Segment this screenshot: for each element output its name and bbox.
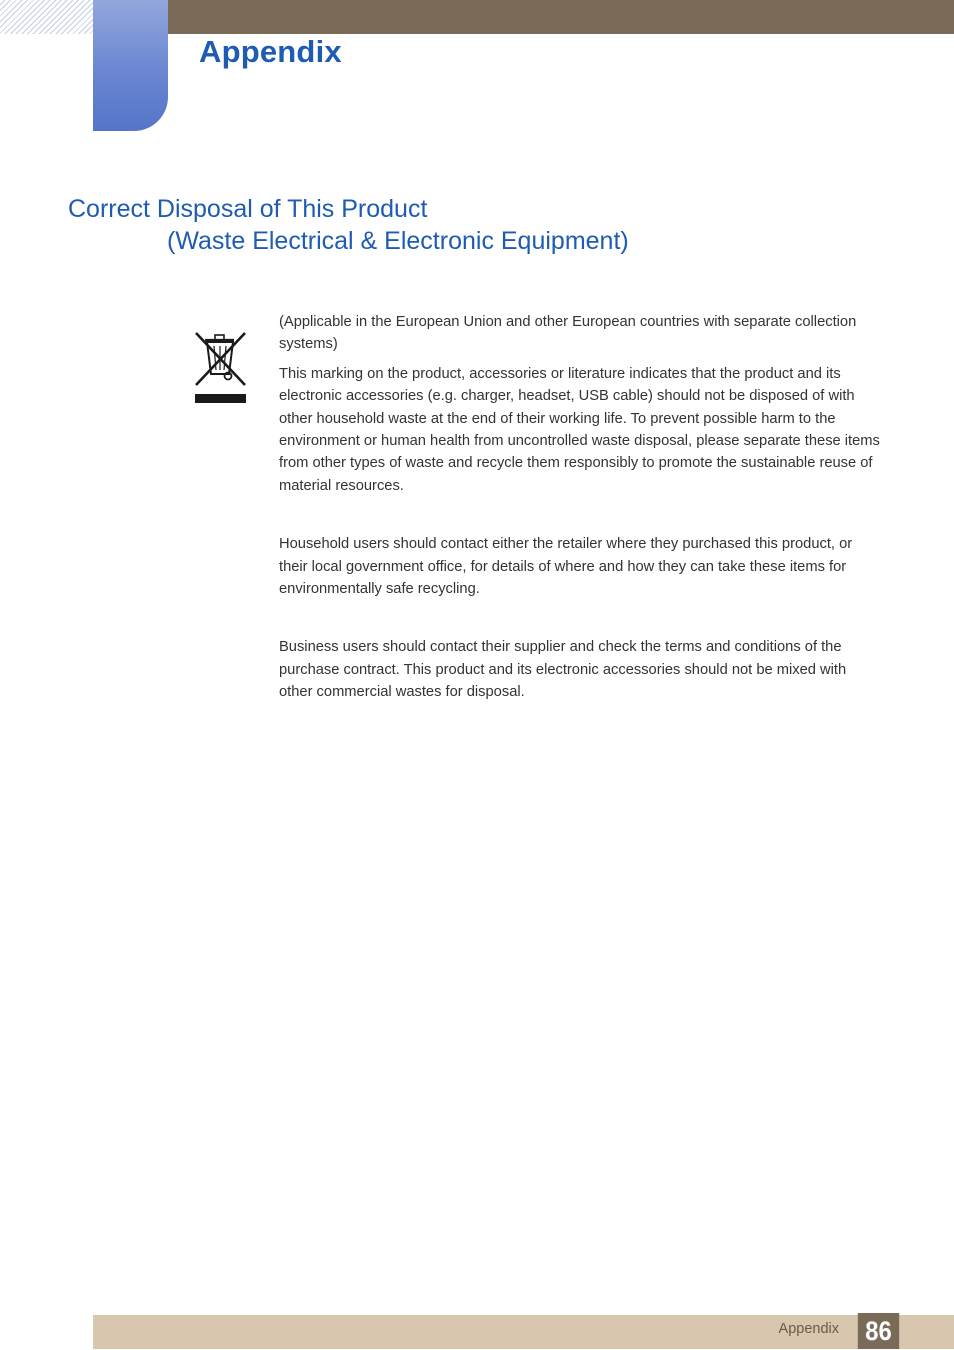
chapter-tab (93, 0, 168, 131)
section-title-line2: (Waste Electrical & Electronic Equipment) (167, 227, 629, 255)
page-number: 86 (858, 1313, 899, 1349)
paragraph-applicability: (Applicable in the European Union and other European countries with separate collection systems) (279, 314, 857, 353)
footer-label: Appendix (778, 1321, 839, 1337)
body-text (279, 311, 881, 704)
weee-crossed-bin-icon (192, 330, 249, 406)
paragraph-household-users: Household users should contact either the retailer where they purchased this product, or their local government office, for details of where and how they can take these items for environmentally safe recycling. (279, 536, 853, 598)
paragraph-marking: This marking on the product, accessories or literature indicates that the product and its electronic accessories (e.g. charger, headset, USB cable) should not be disposed of with other household waste at the end of their working life. To prevent possible harm to the environment or human health from uncontrolled waste disposal, please separate these items from other types of waste and recycle them responsibly to promote the sustainable reuse of material resources. (279, 365, 880, 494)
section-title-line1: Correct Disposal of This Product (68, 195, 428, 223)
chapter-title: Appendix (199, 34, 342, 69)
header-bar (168, 0, 954, 34)
header-hatch-pattern (0, 0, 93, 34)
paragraph-business-users: Business users should contact their supplier and check the terms and conditions of the purchase contract. This product and its electronic accessories should not be mixed with other commercial wastes for disposal. (279, 639, 847, 701)
section-title (68, 193, 629, 257)
